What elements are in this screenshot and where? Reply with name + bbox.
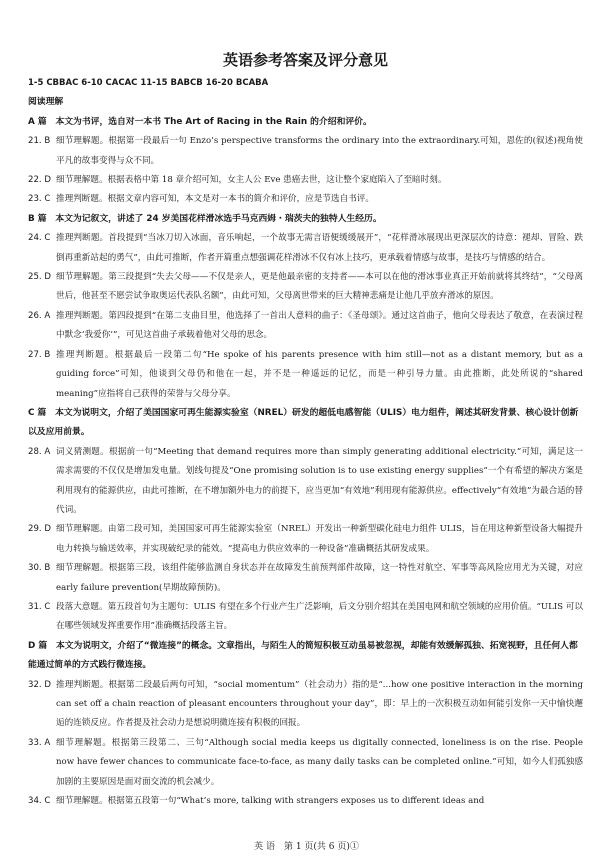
page-footer: 英 语 第 1 页(共 6 页)① — [254, 842, 359, 852]
item-number: 33. A — [28, 737, 51, 748]
passage-d-heading: D 篇 本文为说明文，介绍了“微连接”的概念。文章指出，与陌生人的简短积极互动虽易被忽视，却能有效缓解孤独、拓宽视野，且任何人都能通过简单的方式践行微连接。 — [28, 640, 578, 671]
item-number: 27. B — [28, 349, 51, 360]
explanation-text: 词义猜测题。根据前一句“Meeting that demand requires more than simply generating additional electricity.”可知，满足这一需求需要的不仅仅是增加发电量。划线句提及“One promising solution is to use existing energy supplies”一个有希望的解决方案是利用现有的能源供应，由此可推断，在不增加额外电力的前提下，应当更加“有效地”利用现有能源供应。effectively“有效地”为最合适的替代词。 — [56, 446, 583, 515]
explanation-text: 推理判断题。根据第二段最后两句可知，“social momentum”（社会动力）指的是“...how one positive interaction in the morning can set off a chain reaction of pleasant encounters throughout your day”，即：早上的一次积极互动如何能引发你一天中愉快邂逅的连锁反应。作者提及社会动力是想说明微连接有积极的回报。 — [56, 679, 583, 729]
explanation-text: 推理判断题。根据最后一段第二句“He spoke of his parents presence with him still—not as a distant memory, but as a guiding force”可知，他谈到父母仍和他在一起，并不是一种遥远的记忆，而是一种引导力量。由此推断，此处所说的“shared meaning”应指将自己获得的荣誉与父母分享。 — [56, 349, 583, 399]
item-number: 26. A — [28, 310, 51, 321]
answer-explanation — [28, 443, 583, 521]
document-title: 英语参考答案及评分意见 — [222, 51, 388, 69]
item-number: 31. C — [28, 601, 51, 612]
item-number: 21. B — [28, 136, 51, 147]
answer-explanation — [28, 229, 583, 268]
explanation-text: 推理判断题。根据文章内容可知，本文是对一本书的简介和评价，应是节选自书评。 — [56, 194, 374, 205]
explanation-text: 细节理解题。根据第五段第一句“What’s more, talking with strangers exposes us to different ideas and — [56, 796, 485, 807]
explanation-text: 推理判断题。首段提到“当冰刀切入冰面，音乐响起，一个故事无需言语便缓缓展开”，“花样滑冰展现出更深层次的诗意：褪却、冒险、跌倒再重新站起的勇气”，由此可推断，作者开篇重点想强调花样滑冰不仅有冰上技巧，更承载着情感与故事，是技巧与情感的结合。 — [56, 233, 583, 263]
answer-explanation — [28, 132, 583, 171]
answer-explanation — [28, 559, 583, 598]
answer-explanation — [28, 734, 583, 792]
answer-key-line: 1-5 CBBAC 6-10 CACAC 11-15 BABCB 16-20 BCABA — [28, 78, 269, 88]
item-number: 29. D — [28, 524, 52, 535]
explanation-text: 推理判断题。第四段提到“在第二支曲目里，他选择了一首出人意料的曲子：《圣母颂》。通过这首曲子，他向父母表达了敬意，在表演过程中默念‘我爱你’”，可见这首曲子承载着他对父母的思念。 — [56, 310, 583, 341]
answer-explanation — [28, 598, 583, 637]
item-number: 24. C — [28, 233, 51, 244]
explanation-text: 细节理解题。根据第三段，该组件能够监测自身状态并在故障发生前预判部件故障，这一特性对航空、军事等高风险应用尤为关键，对应 early failure prevention(早期故障预防)。 — [56, 563, 583, 593]
item-number: 25. D — [28, 272, 52, 283]
explanation-text: 细节理解题。根据表格中第 18 章介绍可知，女主人公 Eve 患癌去世，这让整个家庭陷入了至暗时刻。 — [56, 175, 447, 186]
explanation-text: 细节理解题。根据第三段第二、三句“Although social media keeps us digitally connected, loneliness is on the rise. People now have fewer chances to communicate face-to-face, as many daily tasks can be completed online.”可知，如今人们孤独感加剧的主要原因是面对面交流的机会减少。 — [56, 737, 583, 787]
item-number: 22. D — [28, 175, 52, 186]
answer-explanation — [28, 520, 583, 559]
answer-explanation — [28, 792, 583, 811]
item-number: 32. D — [28, 679, 52, 690]
answer-explanation — [28, 268, 583, 307]
answer-explanation — [28, 346, 583, 404]
answer-explanation — [28, 307, 583, 346]
item-number: 23. C — [28, 194, 51, 205]
answer-explanation — [28, 676, 583, 734]
explanation-text: 细节理解题。由第二段可知，美国国家可再生能源实验室（NREL）开发出一种新型碳化硅电力组件 ULIS，旨在用这种新型设备大幅提升电力转换与输送效率，并实现破纪录的能效。“提高电力供应效率的一种设备”准确概括其研发成果。 — [56, 524, 583, 554]
answer-explanation — [28, 190, 583, 209]
passage-c-heading: C 篇 本文为说明文，介绍了美国国家可再生能源实验室（NREL）研发的超低电感智能（ULIS）电力组件，阐述其研发背景、核心设计创新以及应用前景。 — [28, 407, 579, 438]
passage-a-heading: A 篇 本文为书评，选自对一本书 The Art of Racing in the Rain 的介绍和评价。 — [28, 116, 372, 127]
section-title-reading: 阅读理解 — [28, 97, 64, 108]
item-number: 28. A — [28, 446, 51, 457]
passage-b-heading: B 篇 本文为记叙文，讲述了 24 岁美国花样滑冰选手马克西姆・瑞茨夫的独特人生经历。 — [28, 213, 382, 224]
explanation-text: 细节理解题。根据第一段最后一句 Enzo’s perspective transforms the ordinary into the extraordinary.可知，恩佐的(叙述)视角使平凡的故事变得与众不同。 — [56, 136, 583, 166]
item-number: 34. C — [28, 796, 51, 807]
answer-explanation — [28, 171, 583, 190]
explanation-text: 细节理解题。第三段提到“失去父母——不仅是亲人，更是他最亲密的支持者——本可以在他的滑冰事业真正开始前就将其终结”，“父母离世后，他甚至不愿尝试争取奥运代表队名额”，由此可知，父母离世带来的巨大精神悲痛是让他几乎放弃滑冰的原因。 — [56, 272, 583, 302]
explanation-text: 段落大意题。第五段首句为主题句：ULIS 有望在多个行业产生广泛影响，后文分别介绍其在美国电网和航空领域的应用价值。“ULIS 可以在哪些领域发挥重要作用”准确概括段落主旨。 — [56, 601, 583, 632]
item-number: 30. B — [28, 563, 51, 574]
